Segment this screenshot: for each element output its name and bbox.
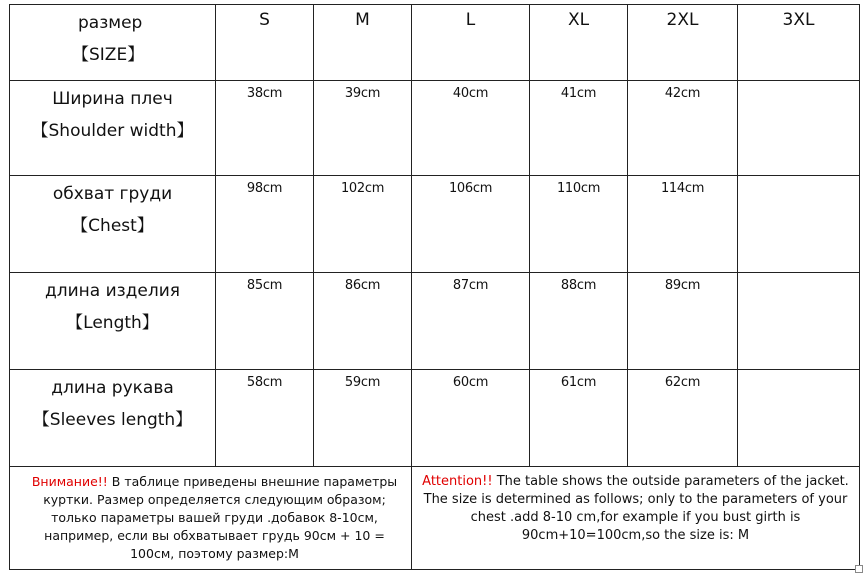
value-cell: 89cm (628, 273, 738, 370)
row-label-en: 【Chest】 (71, 216, 154, 236)
value-cell: 85cm (216, 273, 314, 370)
value-cell: 87cm (412, 273, 530, 370)
value-cell (738, 176, 860, 273)
size-header-s: S (216, 5, 314, 81)
table-row (10, 81, 860, 176)
value-cell: 98cm (216, 176, 314, 273)
value-cell: 59cm (314, 370, 412, 467)
resize-corner-icon (855, 565, 863, 573)
value-cell: 61cm (530, 370, 628, 467)
size-header-cell (10, 5, 216, 81)
value-cell: 40cm (412, 81, 530, 176)
row-label (10, 176, 216, 273)
row-label-en: 【Shoulder width】 (31, 121, 194, 141)
value-cell: 58cm (216, 370, 314, 467)
value-cell (738, 273, 860, 370)
value-cell: 41cm (530, 81, 628, 176)
size-header-xl: XL (530, 5, 628, 81)
value-cell: 42cm (628, 81, 738, 176)
table-row (10, 273, 860, 370)
row-label-en: 【Sleeves length】 (32, 410, 193, 430)
value-cell: 106cm (412, 176, 530, 273)
row-label (10, 273, 216, 370)
warning-label-ru: Внимание!! (31, 474, 108, 489)
size-header-l: L (412, 5, 530, 81)
row-label-ru: длина рукава (51, 378, 174, 398)
value-cell: 110cm (530, 176, 628, 273)
value-cell: 39cm (314, 81, 412, 176)
value-cell (738, 370, 860, 467)
row-label (10, 81, 216, 176)
value-cell: 102cm (314, 176, 412, 273)
size-header-3xl: 3XL (738, 5, 860, 81)
value-cell: 60cm (412, 370, 530, 467)
row-label-ru: обхват груди (52, 184, 173, 204)
notes-row (10, 467, 860, 570)
table-row (10, 370, 860, 467)
value-cell: 62cm (628, 370, 738, 467)
table-row (10, 176, 860, 273)
size-label-ru: размер (78, 13, 143, 33)
value-cell: 86cm (314, 273, 412, 370)
row-label-ru: Ширина плеч (52, 89, 173, 109)
warning-label-en: Attention!! (422, 474, 493, 489)
size-chart-table (9, 4, 860, 570)
size-label-en: 【SIZE】 (72, 45, 145, 65)
note-text-ru: В таблице приведены внешние параметры куртки. Размер определяется следующим образом; только параметры вашей груди .добавок 8-10см, например, если вы обхватывает грудь 90см + 10 = 100см, поэтому размер:M (43, 474, 398, 561)
header-row (10, 5, 860, 81)
note-text-en: The table shows the outside parameters of the jacket. The size is determined as follows; only to the parameters of your chest .add 8-10 cm,for example if you bust girth is 90cm+10=100cm,so the size is: M (423, 474, 849, 543)
value-cell: 114cm (628, 176, 738, 273)
size-header-m: M (314, 5, 412, 81)
note-ru (10, 467, 412, 570)
value-cell: 88cm (530, 273, 628, 370)
size-header-2xl: 2XL (628, 5, 738, 81)
row-label-en: 【Length】 (66, 313, 159, 333)
row-label (10, 370, 216, 467)
value-cell (738, 81, 860, 176)
row-label-ru: длина изделия (44, 281, 181, 301)
note-en (412, 467, 860, 570)
value-cell: 38cm (216, 81, 314, 176)
